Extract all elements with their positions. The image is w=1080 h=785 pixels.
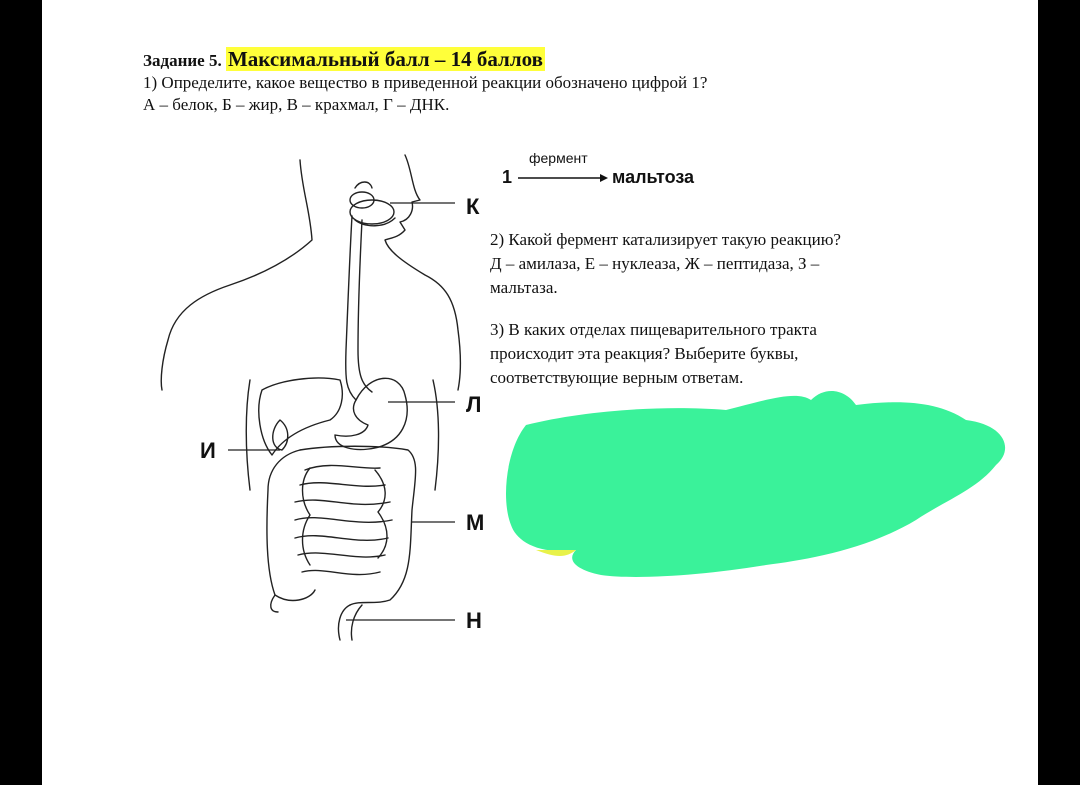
label-l: Л	[466, 392, 482, 417]
large-intestine	[267, 450, 315, 600]
reaction-enzyme-label: фермент	[529, 150, 588, 166]
label-n: Н	[466, 608, 482, 633]
esophagus	[346, 216, 356, 400]
question-2-options: Д – амилаза, Е – нуклеаза, Ж – пептидаза, З –	[490, 254, 820, 273]
label-m: М	[466, 510, 485, 535]
redaction-scribble	[466, 380, 1026, 590]
label-i: И	[200, 438, 216, 463]
task-label: Задание 5.	[143, 51, 222, 70]
rectum	[338, 605, 350, 640]
reaction-scheme	[492, 150, 752, 200]
reaction-reactant: 1	[502, 167, 513, 187]
digestive-system-diagram	[150, 150, 470, 650]
reaction-arrow	[518, 172, 608, 184]
reaction-product: мальтоза	[612, 167, 695, 187]
task-header	[143, 48, 863, 116]
label-k: К	[466, 194, 480, 219]
body-outline	[161, 160, 312, 390]
question-3-line-1: 3) В каких отделах пищеварительного тракта	[490, 320, 817, 339]
question-1-options: А – белок, Б – жир, В – крахмал, Г – ДНК.	[143, 95, 450, 114]
question-2-options-cont: мальтаза.	[490, 278, 558, 297]
question-3-line-3: соответствующие верным ответам.	[490, 368, 744, 387]
stomach	[335, 378, 407, 449]
liver	[259, 378, 343, 455]
question-2	[490, 228, 920, 300]
question-2-text: 2) Какой фермент катализирует такую реакцию?	[490, 230, 841, 249]
max-score-highlight: Максимальный балл – 14 баллов	[227, 47, 543, 71]
question-3-line-2: происходит эта реакция? Выберите буквы,	[490, 344, 799, 363]
question-1-text: 1) Определите, какое вещество в приведенной реакции обозначено цифрой 1?	[143, 73, 708, 92]
